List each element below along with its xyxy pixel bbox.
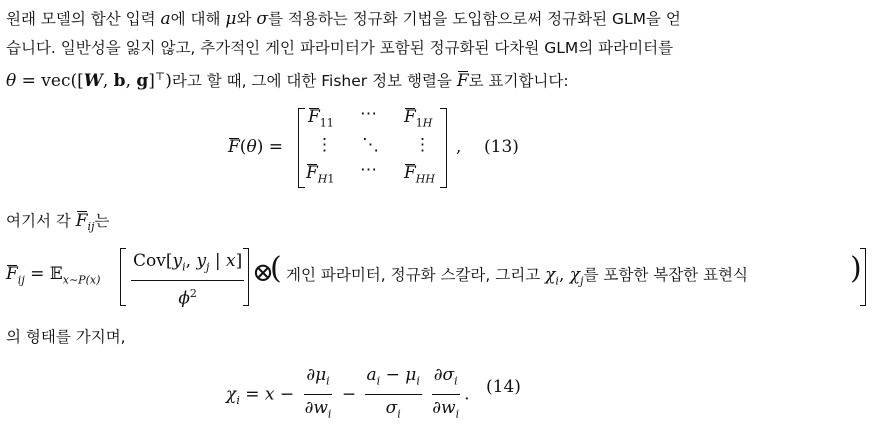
- matrix-cell-fh1: $F_{H1}$: [306, 163, 335, 186]
- matrix-left-bracket: [298, 108, 305, 188]
- text-segment: 의 형태를 가지며,: [6, 328, 126, 346]
- fij-text: 게인 파라미터, 정규화 스칼라, 그리고 $\chi_i$, $\chi_j$를 포함한 복잡한 표현식: [286, 265, 748, 288]
- matrix-cell-fhh: $F_{HH}$: [404, 163, 435, 186]
- matrix-cell-f11: $F_{11}$: [308, 107, 334, 130]
- math-sigma: σ: [256, 9, 268, 29]
- math-a: a: [160, 9, 171, 29]
- outer-right-bracket: [860, 248, 866, 306]
- math-mu: μ: [225, 9, 237, 29]
- text-segment: 와: [236, 10, 257, 28]
- text-segment: 로 표기합니다:: [468, 72, 569, 91]
- paragraph-line-1: [6, 8, 681, 30]
- matrix-cell-f1h: $F_{1H}$: [404, 107, 433, 130]
- matrix-cell-dots-h2: ⋯: [360, 160, 377, 180]
- matrix-cell-ddots: ⋱: [362, 135, 379, 155]
- big-right-bracket: [243, 248, 249, 306]
- paragraph-line-2: [6, 37, 673, 59]
- paragraph-line-3: θ = vec([W, b, g]⊤)라고 할 때, 그에 대한 Fisher 정보 행렬을 F로 표기합니다:: [6, 70, 569, 92]
- equation-number: (13): [484, 137, 519, 157]
- text-segment: 를 적용하는 정규화 기법을 도입함으로써 정규화된 GLM을 얻: [267, 10, 681, 28]
- matrix-cell-dots-h: ⋯: [360, 104, 377, 124]
- paragraph-line-4: 여기서 각 $F_{ij}$는: [6, 211, 110, 234]
- eq13-lhs: F(θ) =: [228, 137, 283, 157]
- text-segment: 습니다. 일반성을 잃지 않고, 추가적인 게인 파라미터가 포함된 정규화된 다차원 GLM의 파라미터를: [6, 39, 674, 57]
- text-segment: 는: [94, 212, 110, 230]
- equation-number: (14): [486, 377, 521, 397]
- text-segment: 라고 할 때, 그에 대한 Fisher 정보 행렬을: [171, 72, 457, 91]
- math-fbar: F: [456, 71, 469, 92]
- cov-fraction: $\frac{Cov[y_i, y_j | x]}{\phi^2}$: [133, 251, 243, 310]
- matrix-cell-vdots-1: ⋮: [316, 135, 333, 155]
- matrix-right-bracket: [440, 108, 447, 188]
- eq14-body: $\chi_i = x$ − $\frac{\partial\mu_i}{\partial w_i}$ − $\frac{a_i - \mu_i}{\sigma_i}$ $\frac{\partial\sigma_i}{\partial w_i}$ .: [226, 365, 470, 421]
- paragraph-line-5: [6, 326, 126, 348]
- text-segment: 원래 모델의 합산 입력: [6, 10, 161, 28]
- big-left-bracket: [120, 248, 126, 306]
- text-segment: 에 대해: [170, 10, 226, 28]
- fij-lhs: $F_{ij}$ = 𝔼$_{x\sim P(x)}$: [6, 264, 101, 287]
- text-segment: 여기서 각: [6, 212, 76, 230]
- matrix-cell-vdots-2: ⋮: [414, 135, 431, 155]
- math-theta-def: θ: [6, 71, 17, 92]
